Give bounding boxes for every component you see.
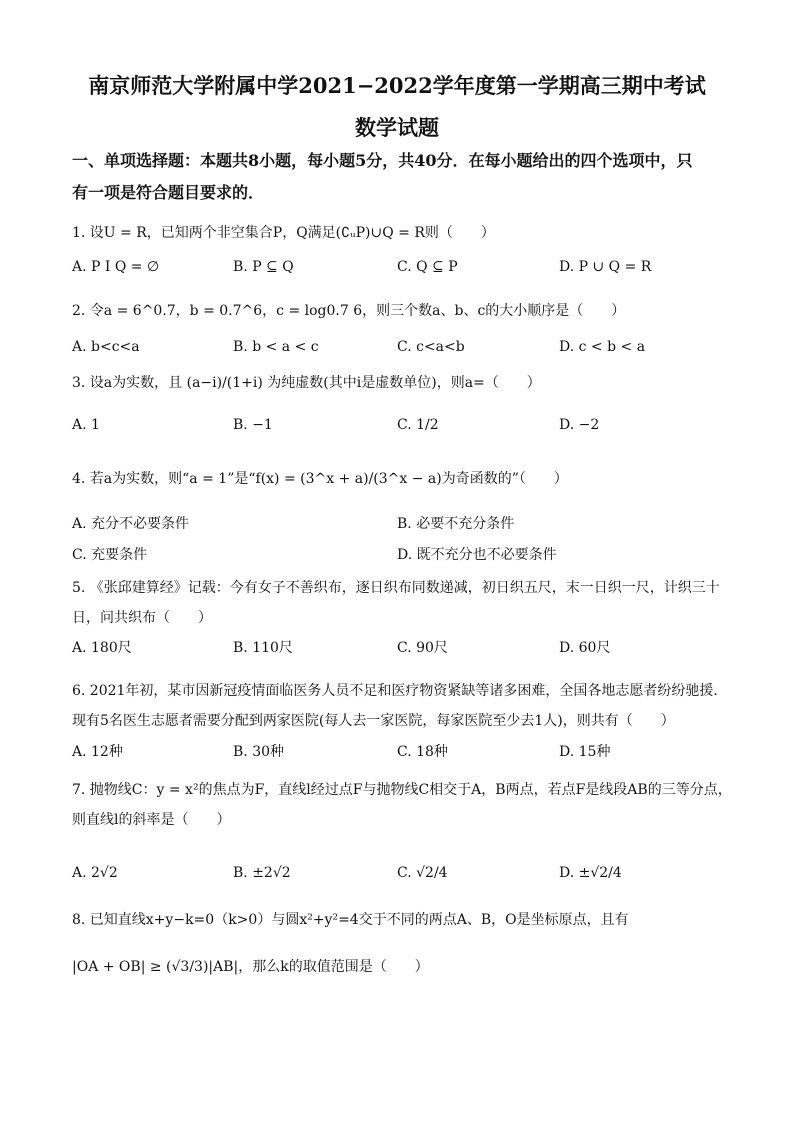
- question-4-option-d: D. 既不充分也不必要条件: [397, 547, 557, 563]
- question-7-option-d: D. ±√2/4: [559, 865, 622, 881]
- page-subtitle: 数学试题: [355, 115, 439, 140]
- question-1-option-a: A. P I Q = ∅: [72, 259, 160, 275]
- question-3-option-b: B. −1: [233, 417, 273, 433]
- page-title: 南京师范大学附属中学2021−2022学年度第一学期高三期中考试: [88, 73, 706, 98]
- question-2-stem: 2. 令a = 6^0.7，b = 0.7^6，c = log0.7 6，则三个数a、b、c的大小顺序是（ ）: [72, 303, 626, 319]
- question-4-option-b: B. 必要不充分条件: [397, 516, 515, 532]
- question-3-option-c: C. 1/2: [397, 417, 439, 433]
- question-4-stem: 4. 若a为实数，则“a = 1”是“f(x) = (3^x + a)/(3^x − a)为奇函数的”（ ）: [72, 471, 568, 487]
- question-5-option-b: B. 110尺: [233, 640, 293, 656]
- question-8-stem-cont: |OA + OB| ≥ (√3/3)|AB|，那么k的取值范围是（ ）: [72, 959, 429, 975]
- question-4-option-c: C. 充要条件: [72, 547, 148, 563]
- question-5-stem: 5. 《张邱建算经》记载：今有女子不善织布，逐日织布同数递减，初日织五尺，末一日织一尺，计织三十日，问共织布（ ）: [72, 580, 720, 626]
- question-5-option-c: C. 90尺: [397, 640, 448, 656]
- question-3-option-d: D. −2: [559, 417, 600, 433]
- question-6-option-a: A. 12种: [72, 744, 123, 760]
- question-2-option-d: D. c < b < a: [559, 339, 646, 355]
- question-5-option-d: D. 60尺: [559, 640, 611, 656]
- question-6-option-d: D. 15种: [559, 744, 611, 760]
- question-2-option-b: B. b < a < c: [233, 339, 319, 355]
- question-6-option-c: C. 18种: [397, 744, 448, 760]
- question-8-stem: 8. 已知直线x+y−k=0（k>0）与圆x²+y²=4交于不同的两点A、B，O是坐标原点，且有: [72, 912, 629, 928]
- question-6-stem: 6. 2021年初，某市因新冠疫情面临医务人员不足和医疗物资紧缺等诸多困难，全国各地志愿者纷纷驰援．现有5名医生志愿者需要分配到两家医院(每人去一家医院，每家医院至少去1人)，则共有（ ）: [72, 683, 728, 729]
- question-5-option-a: A. 180尺: [72, 640, 132, 656]
- question-6-option-b: B. 30种: [233, 744, 285, 760]
- question-7-option-b: B. ±2√2: [233, 865, 291, 881]
- section-heading-cont: 有一项是符合题目要求的．: [72, 183, 265, 202]
- question-3-stem: 3. 设a为实数，且 (a−i)/(1+i) 为纯虚数(其中i是虚数单位)，则a=（ ）: [72, 375, 541, 391]
- section-heading: 一、单项选择题：本题共8小题，每小题5分，共40分．在每小题给出的四个选项中，只: [72, 151, 693, 170]
- question-4-option-a: A. 充分不必要条件: [72, 516, 190, 532]
- question-3-option-a: A. 1: [72, 417, 100, 433]
- question-7-stem: 7. 抛物线C：y = x²的焦点为F，直线l经过点F与抛物线C相交于A，B两点，若点F是线段AB的三等分点，则直线l的斜率是（ ）: [72, 782, 732, 828]
- question-1-stem: 1. 设U = R，已知两个非空集合P，Q满足(∁ᵤP)∪Q = R则（ ）: [72, 225, 495, 241]
- question-7-option-c: C. √2/4: [397, 865, 448, 881]
- question-2-option-c: C. c<a<b: [397, 339, 465, 355]
- question-1-option-d: D. P ∪ Q = R: [559, 259, 652, 275]
- question-1-option-c: C. Q ⊆ P: [397, 259, 458, 275]
- question-7-option-a: A. 2√2: [72, 865, 118, 881]
- question-2-option-a: A. b<c<a: [72, 339, 140, 355]
- question-1-option-b: B. P ⊆ Q: [233, 259, 294, 275]
